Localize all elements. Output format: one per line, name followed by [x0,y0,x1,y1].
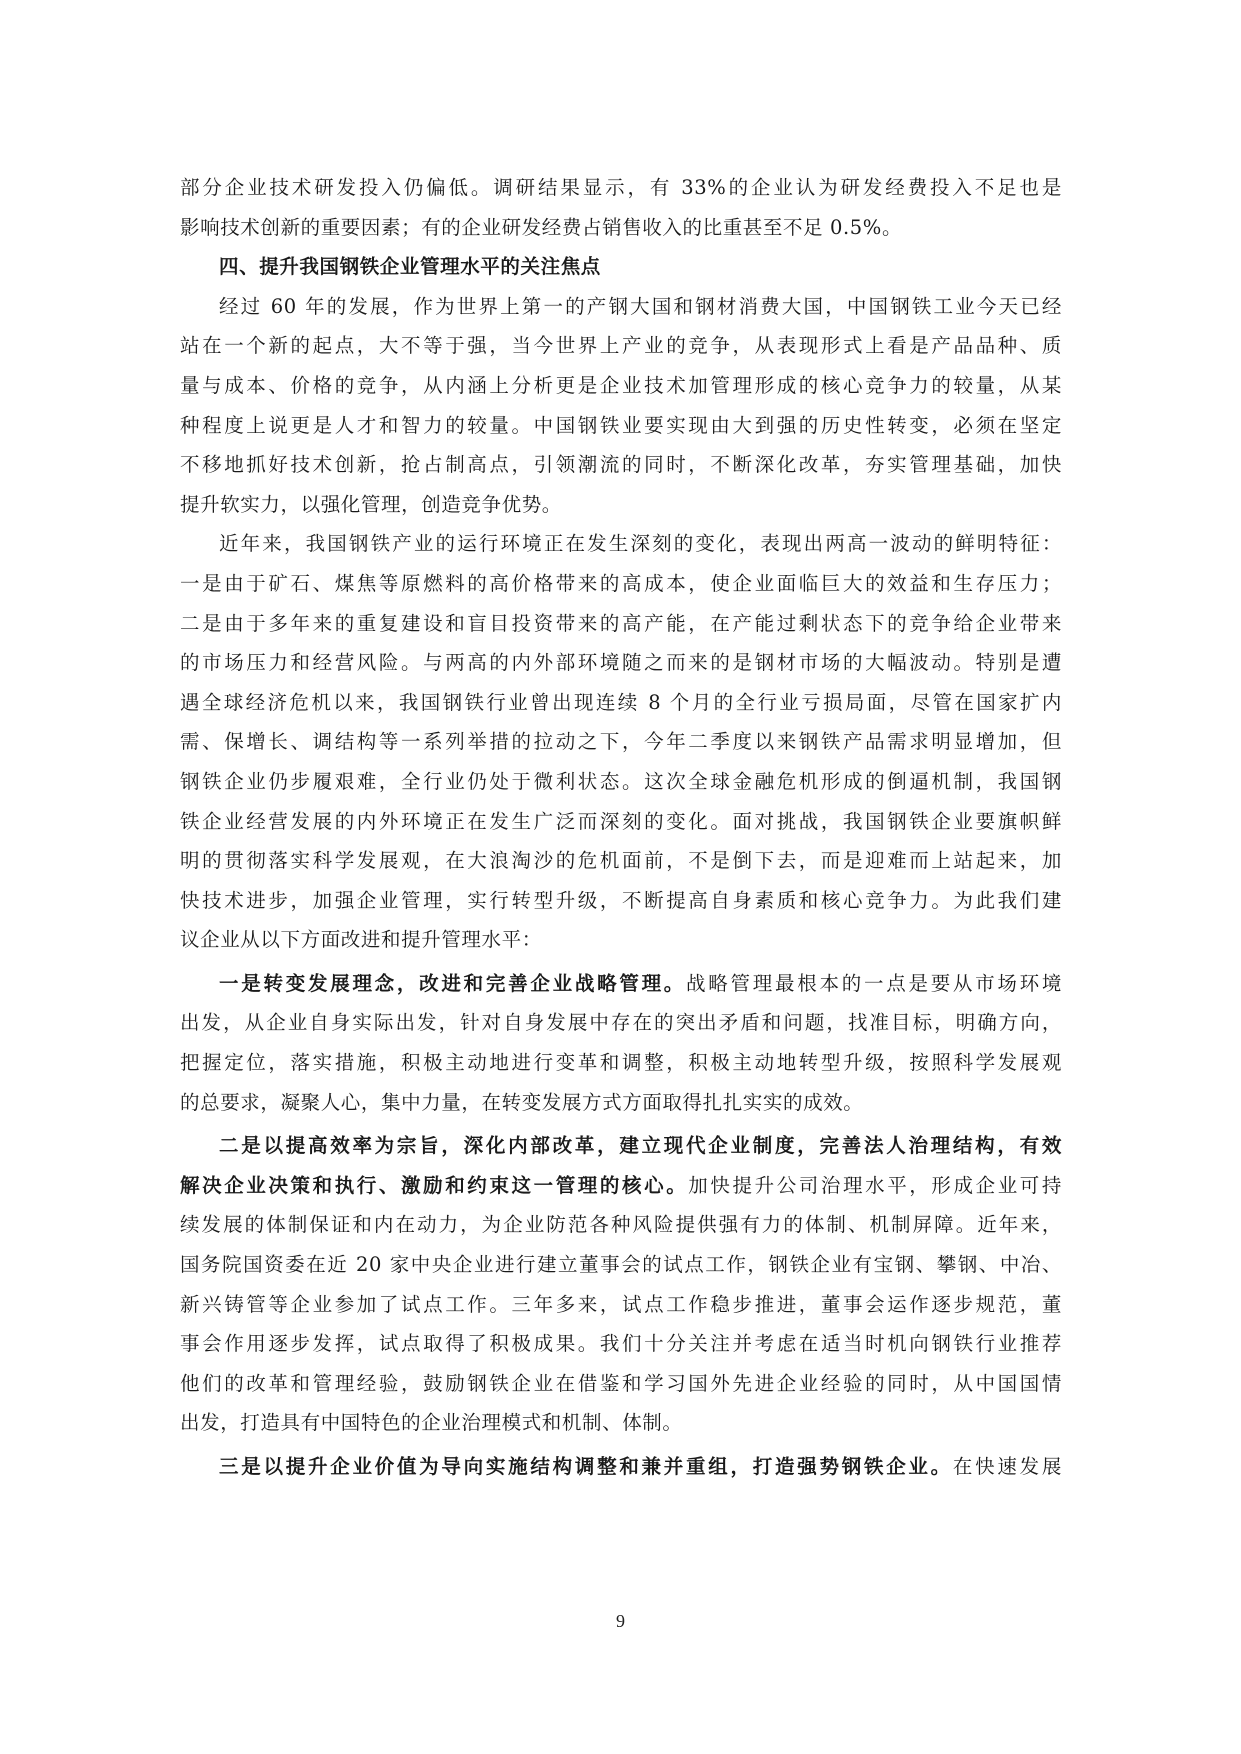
text-line: 新兴铸管等企业参加了试点工作。三年多来，试点工作稳步推进，董事会运作逐步规范，董 [180,1292,1062,1316]
text-line [180,1447,1062,1487]
section-heading: 四、提升我国钢铁企业管理水平的关注焦点 [219,255,601,279]
text-line: 续发展的体制保证和内在动力，为企业防范各种风险提供强有力的体制、机制屏障。近年来， [180,1213,1062,1237]
paragraph-strategy-management [180,964,1062,1122]
bold-lead-text: 解决企业决策和执行、激励和约束这一管理的核心。 [180,1173,689,1197]
text-line: 影响技术创新的重要因素；有的企业研发经费占销售收入的比重甚至不足 0.5%。 [180,215,903,239]
text-run: 加快提升公司治理水平，形成企业可持 [688,1173,1062,1197]
text-line [180,1166,1062,1206]
text-line: 国务院国资委在近 20 家中央企业进行建立董事会的试点工作，钢铁企业有宝钢、攀钢、中冶、 [180,1253,1062,1277]
text-line: 钢铁企业仍步履艰难，全行业仍处于微利状态。这次全球金融危机形成的倒逼机制，我国钢 [180,769,1062,793]
text-line: 事会作用逐步发挥，试点取得了积极成果。我们十分关注并考虑在适当时机向钢铁行业推荐 [180,1332,1062,1356]
text-line [180,964,1062,1004]
document-body [180,168,1062,1487]
text-line: 经过 60 年的发展，作为世界上第一的产钢大国和钢材消费大国，中国钢铁工业今天已经 [219,294,1062,318]
text-run: 战略管理最根本的一点是要从市场环境 [686,971,1062,995]
text-line: 站在一个新的起点，大不等于强，当今世界上产业的竞争，从表现形式上看是产品品种、质 [180,334,1062,358]
text-line: 的市场压力和经营风险。与两高的内外部环境随之而来的是钢材市场的大幅波动。特别是遭 [180,651,1062,675]
text-line: 快技术进步，加强企业管理，实行转型升级，不断提高自身素质和核心竞争力。为此我们建 [180,888,1062,912]
text-line: 二是由于多年来的重复建设和盲目投资带来的高产能，在产能过剩状态下的竞争给企业带来 [180,611,1062,635]
text-line: 种程度上说更是人才和智力的较量。中国钢铁业要实现由大到强的历史性转变，必须在坚定 [180,413,1062,437]
text-line: 近年来，我国钢铁产业的运行环境正在发生深刻的变化，表现出两高一波动的鲜明特征： [219,532,1062,556]
text-line: 把握定位，落实措施，积极主动地进行变革和调整，积极主动地转型升级，按照科学发展观 [180,1051,1062,1075]
text-line: 他们的改革和管理经验，鼓励钢铁企业在借鉴和学习国外先进企业经验的同时，从中国国情 [180,1371,1062,1395]
text-line: 一是由于矿石、煤焦等原燃料的高价格带来的高成本，使企业面临巨大的效益和生存压力； [180,571,1062,595]
text-line: 的总要求，凝聚人心，集中力量，在转变发展方式方面取得扎扎实实的成效。 [180,1090,864,1114]
text-line: 遇全球经济危机以来，我国钢铁行业曾出现连续 8 个月的全行业亏损局面，尽管在国家扩内 [180,690,1062,714]
text-line: 量与成本、价格的竞争，从内涵上分析更是企业技术加管理形成的核心竞争力的较量，从某 [180,373,1062,397]
text-line: 需、保增长、调结构等一系列举措的拉动之下，今年二季度以来钢铁产品需求明显增加，但 [180,730,1062,754]
paragraph-corporate-governance [180,1126,1062,1443]
text-line: 部分企业技术研发投入仍偏低。调研结果显示，有 33%的企业认为研发经费投入不足也是 [180,176,1062,199]
bold-lead-text: 三是以提升企业价值为导向实施结构调整和兼并重组，打造强势钢铁企业。 [219,1455,953,1478]
text-line: 二是以提高效率为宗旨，深化内部改革，建立现代企业制度，完善法人治理结构，有效 [219,1134,1062,1158]
text-line: 明的贯彻落实科学发展观，在大浪淘沙的危机面前，不是倒下去，而是迎难而上站起来，加 [180,849,1062,873]
text-line: 议企业从以下方面改进和提升管理水平： [180,928,542,952]
text-line: 提升软实力，以强化管理，创造竞争优势。 [180,492,562,516]
text-line: 出发，打造具有中国特色的企业治理模式和机制、体制。 [180,1411,683,1435]
paragraph-rd-investment [180,168,1062,247]
text-run: 在快速发展 [952,1455,1062,1478]
paragraph-operating-environment [180,524,1062,960]
text-line: 不移地抓好技术创新，抢占制高点，引领潮流的同时，不断深化改革，夯实管理基础，加快 [180,453,1062,477]
paragraph-development-overview [180,287,1062,525]
text-line: 铁企业经营发展的内外环境正在发生广泛而深刻的变化。面对挑战，我国钢铁企业要旗帜鲜 [180,809,1062,833]
page-number: 9 [616,1611,625,1631]
paragraph-restructuring [180,1447,1062,1487]
text-line: 出发，从企业自身实际出发，针对自身发展中存在的突出矛盾和问题，找准目标，明确方向， [180,1011,1062,1035]
bold-lead-text: 一是转变发展理念，改进和完善企业战略管理。 [219,971,687,995]
